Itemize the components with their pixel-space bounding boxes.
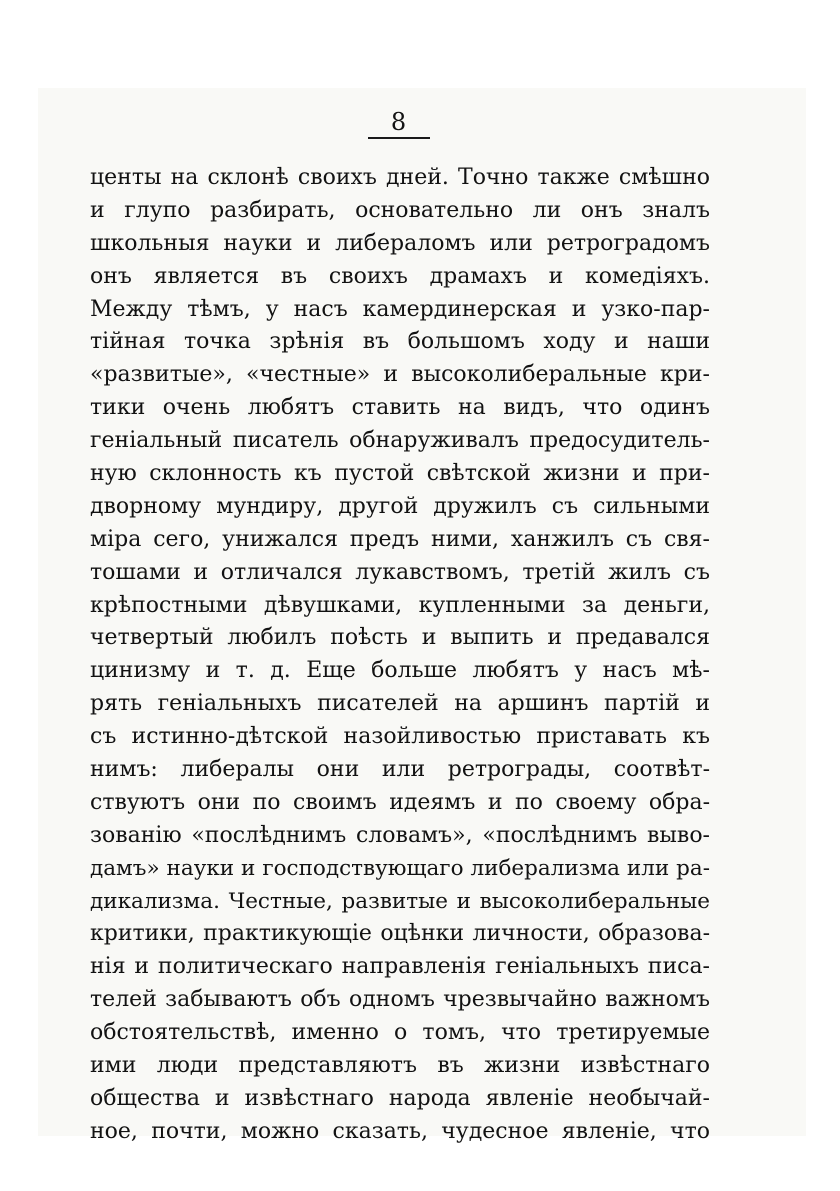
- text-line: ствуютъ они по своимъ идеямъ и по своему обра-: [90, 789, 710, 815]
- text-line: тошами и отличался лукавствомъ, третій жилъ съ: [90, 559, 710, 585]
- text-line: критики, практикующіе оцѣнки личности, образова-: [90, 921, 710, 947]
- page-number-rule: [368, 137, 430, 139]
- text-line: центы на склонѣ своихъ дней. Точно также смѣшно: [90, 165, 710, 190]
- text-line: ное, почти, можно сказать, чудесное явленіе, что: [90, 1118, 710, 1144]
- text-line: геніальный писатель обнаруживалъ предосудитель-: [90, 428, 710, 454]
- body-text: [90, 162, 710, 1149]
- text-line: нія и политическаго направленія геніальныхъ писа-: [90, 954, 710, 980]
- page-number: 8: [390, 108, 408, 136]
- text-line: ими люди представляютъ въ жизни извѣстнаго: [90, 1053, 710, 1079]
- text-line: и глупо разбирать, основательно ли онъ зналъ: [90, 197, 710, 223]
- text-line: телей забываютъ объ одномъ чрезвычайно важномъ: [90, 987, 710, 1013]
- text-line: «развитые», «честные» и высоколиберальные кри-: [90, 362, 710, 388]
- text-line: обстоятельствѣ, именно о томъ, что третируемые: [90, 1020, 710, 1046]
- text-line: дамъ» науки и господствующаго либерализма или ра-: [90, 855, 710, 881]
- text-line: зованію «послѣднимъ словамъ», «послѣднимъ выво-: [90, 822, 710, 848]
- text-line: ную склонность къ пустой свѣтской жизни и при-: [90, 461, 710, 487]
- text-line: крѣпостными дѣвушками, купленными за деньги,: [90, 592, 710, 618]
- text-line: дикализма. Честные, развитые и высоколиберальные: [90, 888, 710, 914]
- text-line: школьныя науки и либераломъ или ретроградомъ: [90, 230, 710, 256]
- text-line: цинизму и т. д. Еще больше любятъ у насъ мѣ-: [90, 658, 710, 684]
- text-line: Между тѣмъ, у насъ камердинерская и узко-пар-: [90, 296, 710, 322]
- text-line: общества и извѣстнаго народа явленіе необычай-: [90, 1085, 710, 1111]
- text-line: съ истинно-дѣтской назойливостью приставать къ: [90, 724, 710, 750]
- text-line: дворному мундиру, другой дружилъ съ сильными: [90, 493, 710, 519]
- text-line: міра сего, унижался предъ ними, ханжилъ съ свя-: [90, 526, 710, 552]
- text-line: четвертый любилъ поѣсть и выпить и предавался: [90, 625, 710, 651]
- text-line: тики очень любятъ ставить на видъ, что одинъ: [90, 395, 710, 421]
- text-line: рять геніальныхъ писателей на аршинъ партій и: [90, 691, 710, 717]
- text-line: онъ является въ своихъ драмахъ и комедіяхъ.: [90, 263, 710, 289]
- text-line: нимъ: либералы они или ретрограды, соотвѣт-: [90, 757, 710, 783]
- text-line: тійная точка зрѣнія въ большомъ ходу и наши: [90, 329, 710, 355]
